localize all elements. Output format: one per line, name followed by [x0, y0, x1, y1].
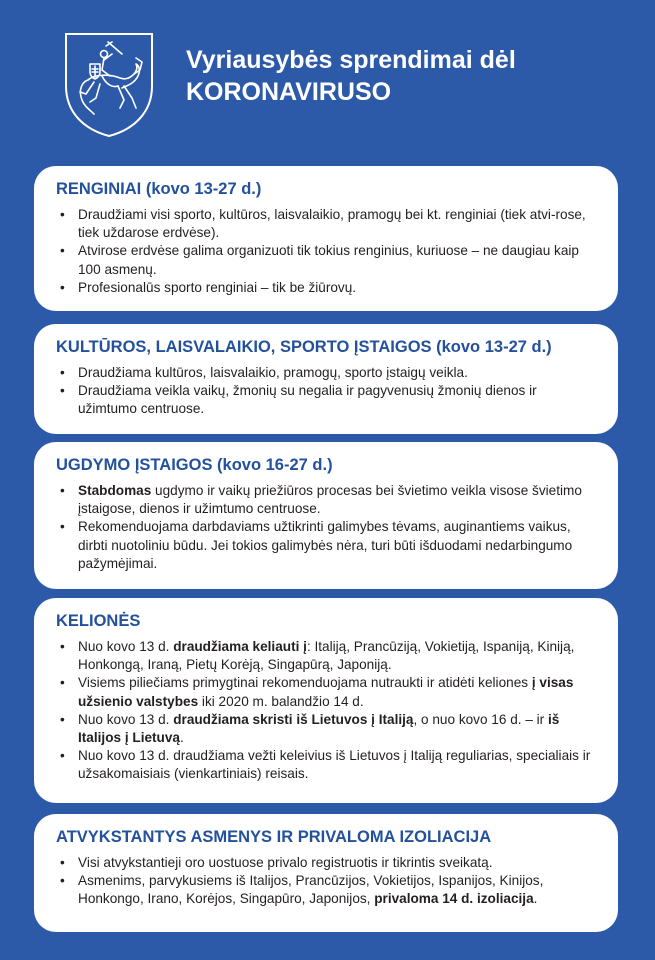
section-heading: KULTŪROS, LAISVALAIKIO, SPORTO ĮSTAIGOS (kovo 13-27 d.)	[56, 338, 552, 356]
text-run: : Italiją, Prancūziją, Vokietiją, Ispaniją, Kiniją, Honkongą, Iraną, Pietų Korėją, Singapūrą, Japoniją.	[78, 639, 575, 673]
bullet-item	[56, 674, 596, 710]
section-list	[56, 854, 596, 909]
text-run: Nuo kovo 13 d. draudžiama vežti keleivius iš Lietuvos į Italiją reguliarias, specialiais ir užsakomaisiais (vienkartiniais) reisais.	[78, 748, 591, 782]
bullet-item	[56, 279, 596, 297]
title-line-1: Vyriausybės sprendimai dėl	[186, 46, 516, 74]
bullet-item	[56, 872, 596, 908]
section-list	[56, 206, 596, 297]
bullet-item	[56, 854, 596, 872]
bold-text: į visas užsienio valstybes	[78, 675, 574, 709]
text-run: Draudžiama veikla vaikų, žmonių su negalia ir pagyvenusių žmonių dienos ir užimtumo centruose.	[78, 383, 537, 417]
section-card-institutions	[34, 324, 618, 434]
text-run: iki 2020 m. balandžio 14 d.	[198, 693, 364, 709]
section-list	[56, 364, 596, 419]
text-run: ugdymo ir vaikų priežiūros procesas bei švietimo veikla visose švietimo įstaigose, dienos ir užimtumo centruose.	[78, 483, 582, 517]
section-card-travel	[34, 598, 618, 803]
bullet-item	[56, 382, 596, 418]
bullet-item	[56, 711, 596, 747]
section-heading: UGDYMO ĮSTAIGOS (kovo 16-27 d.)	[56, 456, 333, 474]
section-heading: ATVYKSTANTYS ASMENYS IR PRIVALOMA IZOLIACIJA	[56, 828, 492, 846]
text-run: , o nuo kovo 16 d. – ir	[413, 711, 548, 727]
text-run: Draudžiama kultūros, laisvalaikio, pramogų, sporto įstaigų veikla.	[78, 365, 468, 380]
text-run: .	[179, 730, 184, 746]
bullet-item	[56, 242, 596, 278]
bullet-item	[56, 638, 596, 674]
section-list	[56, 482, 596, 573]
section-heading: KELIONĖS	[56, 612, 141, 630]
text-run: Visiems piliečiams primygtinai rekomenduojama nutraukti ir atidėti keliones	[78, 675, 532, 691]
text-run: Visi atvykstantieji oro uostuose privalo registruotis ir tikrintis sveikatą.	[78, 855, 493, 870]
section-card-events	[34, 166, 618, 311]
bold-text: privaloma 14 d. izoliacija	[374, 891, 534, 907]
bullet-item	[56, 206, 596, 242]
bullet-item	[56, 482, 596, 518]
bold-text: draudžiama skristi iš Lietuvos į Italiją	[173, 711, 414, 727]
text-run: Nuo kovo 13 d.	[78, 711, 174, 727]
text-run: Asmenims, parvykusiems iš Italijos, Prancūzijos, Vokietijos, Ispanijos, Kinijos, Honkongo, Irano, Korėjos, Singapūro, Japonijos,	[78, 873, 544, 907]
bullet-item	[56, 747, 596, 783]
section-card-education	[34, 442, 618, 589]
section-heading: RENGINIAI (kovo 13-27 d.)	[56, 180, 262, 198]
text-run: Nuo kovo 13 d.	[78, 639, 174, 654]
bold-text: Stabdomas	[78, 483, 152, 498]
bullet-item	[56, 364, 596, 382]
section-card-isolation	[34, 814, 618, 932]
text-run: Draudžiami visi sporto, kultūros, laisvalaikio, pramogų bei kt. renginiai (tiek atvi-rose, tiek uždarose erdvėse).	[78, 207, 586, 241]
text-run: Profesionalūs sporto renginiai – tik be žiūrovų.	[78, 279, 357, 295]
text-run: .	[533, 891, 538, 907]
title-line-2: KORONAVIRUSO	[186, 78, 392, 106]
bold-text: draudžiama keliauti į	[173, 639, 307, 654]
page-title	[186, 44, 516, 108]
text-run: Atvirose erdvėse galima organizuoti tik tokius renginius, kuriuose – ne daugiau kaip 100 asmenų.	[78, 243, 579, 277]
section-list	[56, 638, 596, 784]
bold-text: iš Italijos į Lietuvą	[78, 711, 560, 746]
bullet-item	[56, 518, 596, 573]
text-run: Rekomenduojama darbdaviams užtikrinti galimybes tėvams, auginantiems vaikus, dirbti nuotoliniu būdu. Jei tokios galimybės nėra, turi būti išduodami nedarbingumo pažymėjimai.	[78, 519, 573, 571]
coat-of-arms-emblem	[60, 28, 158, 140]
